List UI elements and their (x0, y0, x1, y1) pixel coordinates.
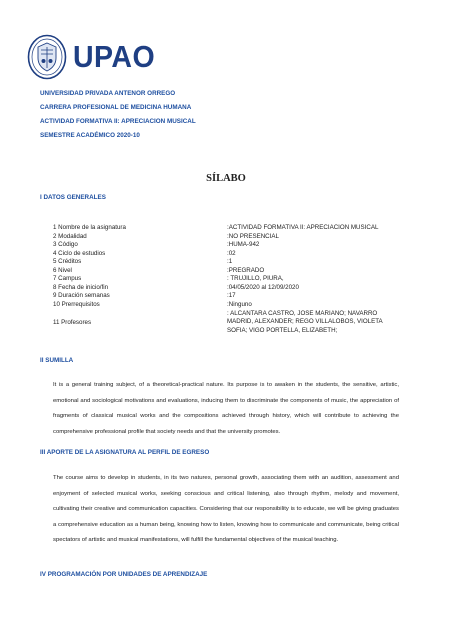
aporte-paragraph: The course aims to develop in students, in its two natures, personal growth, associating them with an audition, assessment and enjoyment of selected musical works, seeking conscious and critical listening, also through rhythm, melody and movement, cultivating their creative and communication capacities. Considering that our responsibility is to educate, we will be giving graduates a comprehensive education as a human being, knowing how to listen, knowing how to communicate and communicate, being critical spectators of artistic and musical manifestations, will fulfill the fundamental objectives of the musical teaching. (53, 475, 399, 544)
general-label: 1 Nombre de la asignatura (53, 224, 126, 231)
general-value: :1 (227, 258, 233, 265)
career-name: CARRERA PROFESIONAL DE MEDICINA HUMANA (40, 104, 192, 111)
university-seal-icon (27, 34, 67, 80)
general-value: :Ninguno (227, 300, 252, 308)
general-label: 4 Ciclo de estudios (53, 249, 106, 257)
course-name: ACTIVIDAD FORMATIVA II: APRECIACION MUSICAL (40, 118, 196, 125)
general-label: 6 Nivel (53, 266, 72, 274)
section-heading-general: I DATOS GENERALES (40, 194, 106, 201)
general-label: 11 Profesores (53, 318, 92, 326)
semester: SEMESTRE ACADÉMICO 2020-10 (40, 132, 140, 139)
section-heading-aporte: III APORTE DE LA ASIGNATURA AL PERFIL DE EGRESO (40, 449, 210, 456)
section-heading-programacion: IV PROGRAMACIÓN POR UNIDADES DE APRENDIZAJE (40, 571, 208, 578)
sumilla-paragraph: It is a general training subject, of a theoretical-practical nature. Its purpose is to awaken in the students, the sensitive, artistic, emotional and sociological motivations and evaluations, inducing them to discriminate the components of music, the appreciation of fragments of classical musical works and the compositions achieved through history, which will contribute to achieving the comprehensive professional profile that society needs and that the university promotes. (53, 382, 399, 435)
general-value: :HUMA-942 (227, 241, 260, 248)
general-label: 8 Fecha de inicio/fin (53, 283, 109, 291)
general-value: :PREGRADO (227, 266, 265, 274)
general-label: 7 Campus (53, 275, 82, 282)
general-label: 5 Créditos (53, 258, 82, 265)
section-heading-sumilla: II SUMILLA (40, 357, 74, 364)
general-value: :04/05/2020 al 12/09/2020 (227, 283, 299, 291)
general-value: :NO PRESENCIAL (227, 232, 279, 240)
university-logo (27, 34, 162, 80)
logo-wordmark: UPAO (73, 39, 156, 74)
general-value: :17 (227, 292, 236, 299)
general-value: :ACTIVIDAD FORMATIVA II: APRECIACION MUSICAL (227, 224, 379, 231)
document-title: SÍLABO (206, 173, 246, 184)
general-value-professors: : ALCANTARA CASTRO, JOSE MARIANO; NAVARRO MADRID, ALEXANDER; REGO VILLALOBOS, VIOLETA SOFIA; VIGO PORTELLA, ELIZABETH; (227, 309, 383, 334)
university-name: UNIVERSIDAD PRIVADA ANTENOR ORREGO (40, 90, 176, 97)
general-label: 3 Código (53, 241, 78, 248)
general-label: 10 Prerrequisitos (53, 300, 100, 308)
general-value: :02 (227, 249, 236, 257)
general-label: 9 Duración semanas (53, 292, 110, 299)
general-value: : TRUJILLO, PIURA, (227, 275, 284, 282)
general-label: 2 Modalidad (53, 232, 87, 240)
